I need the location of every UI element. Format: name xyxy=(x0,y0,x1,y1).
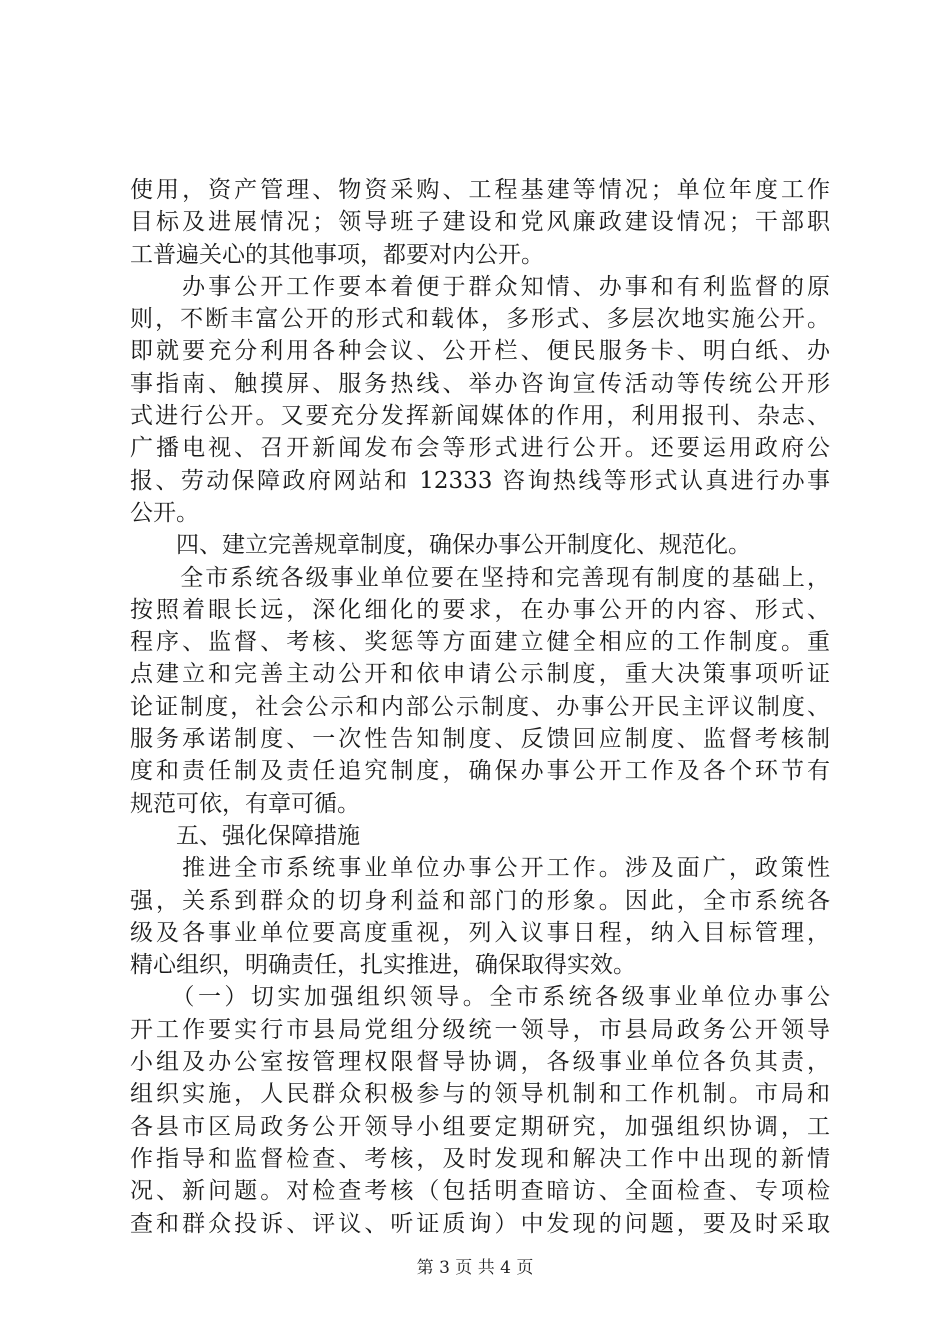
text-line: 报、劳动保障政府网站和 12333 咨询热线等形式认真进行办事 xyxy=(130,467,830,494)
text-line: （一）切实加强组织领导。全市系统各级事业单位办事公 xyxy=(130,984,830,1011)
text-line: 开工作要实行市县局党组分级统一领导，市县局政务公开领导 xyxy=(130,1016,830,1043)
text-line: 精心组织，明确责任，扎实推进，确保取得实效。 xyxy=(130,952,636,979)
text-line: 规范可依，有章可循。 xyxy=(130,790,360,817)
text-line: 事指南、触摸屏、服务热线、举办咨询宣传活动等传统公开形 xyxy=(130,370,830,397)
text-line: 则，不断丰富公开的形式和载体，多形式、多层次地实施公开。 xyxy=(130,306,830,333)
text-line: 点建立和完善主动公开和依申请公示制度，重大决策事项听证 xyxy=(130,661,830,688)
text-line: 使用，资产管理、物资采购、工程基建等情况；单位年度工作 xyxy=(130,177,830,203)
text-line: 查和群众投诉、评议、听证质询）中发现的问题，要及时采取 xyxy=(130,1210,830,1237)
text-line: 全市系统各级事业单位要在坚持和完善现有制度的基础上， xyxy=(130,564,830,591)
text-line: 服务承诺制度、一次性告知制度、反馈回应制度、监督考核制 xyxy=(130,726,830,753)
text-line: 作指导和监督检查、考核，及时发现和解决工作中出现的新情 xyxy=(130,1145,830,1172)
page-number-footer: 第 3 页 共 4 页 xyxy=(416,1258,534,1278)
text-line: 工普遍关心的其他事项，都要对内公开。 xyxy=(130,241,544,268)
document-body xyxy=(130,174,830,1240)
text-line: 论证制度，社会公示和内部公示制度、办事公开民主评议制度、 xyxy=(130,693,830,720)
text-line: 公开。 xyxy=(130,499,199,526)
text-line: 四、建立完善规章制度，确保办事公开制度化、规范化。 xyxy=(130,532,751,559)
text-line: 各县市区局政务公开领导小组要定期研究，加强组织协调，工 xyxy=(130,1113,830,1140)
text-line: 度和责任制及责任追究制度，确保办事公开工作及各个环节有 xyxy=(130,758,830,785)
text-line: 推进全市系统事业单位办事公开工作。涉及面广，政策性 xyxy=(130,855,830,882)
text-line: 五、强化保障措施 xyxy=(130,822,360,849)
text-line: 程序、监督、考核、奖惩等方面建立健全相应的工作制度。重 xyxy=(130,629,830,656)
text-line: 式进行公开。又要充分发挥新闻媒体的作用，利用报刊、杂志、 xyxy=(130,403,830,430)
text-line: 目标及进展情况；领导班子建设和党风廉政建设情况；干部职 xyxy=(130,209,830,236)
text-line: 办事公开工作要本着便于群众知情、办事和有利监督的原 xyxy=(130,273,830,300)
text-line: 组织实施，人民群众积极参与的领导机制和工作机制。市局和 xyxy=(130,1081,830,1108)
text-line: 强，关系到群众的切身利益和部门的形象。因此，全市系统各 xyxy=(130,887,830,914)
text-line: 即就要充分利用各种会议、公开栏、便民服务卡、明白纸、办 xyxy=(130,338,830,365)
text-line: 况、新问题。对检查考核（包括明查暗访、全面检查、专项检 xyxy=(130,1178,830,1205)
text-line: 广播电视、召开新闻发布会等形式进行公开。还要运用政府公 xyxy=(130,435,830,462)
text-line: 级及各事业单位要高度重视，列入议事日程，纳入目标管理， xyxy=(130,919,830,946)
text-line: 按照着眼长远，深化细化的要求，在办事公开的内容、形式、 xyxy=(130,596,830,623)
text-line: 小组及办公室按管理权限督导协调，各级事业单位各负其责， xyxy=(130,1049,830,1076)
